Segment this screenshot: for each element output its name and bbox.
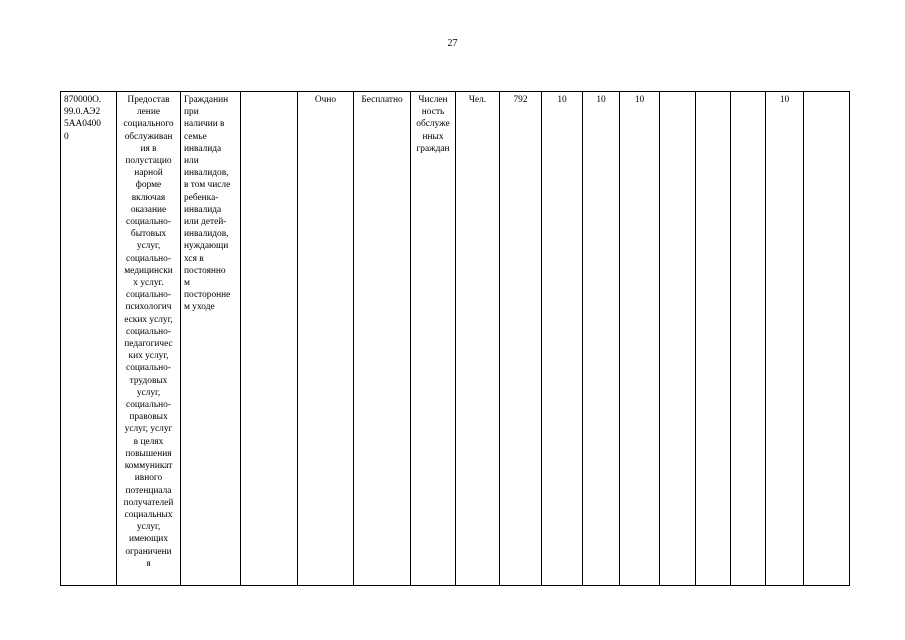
cell-value-1 (542, 92, 583, 586)
indicator-value: 792 (513, 95, 528, 105)
indicator-value: 10 (634, 95, 645, 105)
payment-type: Бесплатно (361, 95, 403, 105)
indicator-value: 10 (557, 95, 567, 105)
unit-of-measure: Чел. (468, 95, 487, 105)
cell-value-792 (500, 92, 542, 586)
recipient-category: Гражданин при наличии в семье инвалида или инвалидов, в том числе ребенка- инвалида или детей- инвалидов, нуждающи хся в постоянно м постороннe м уходе (184, 95, 231, 313)
cell-service-form (298, 92, 354, 586)
registry-code: 870000О. 99.0.АЭ2 5АА0400 0 (64, 95, 102, 142)
cell-registry-code (61, 92, 117, 586)
cell-value-4 (766, 92, 804, 586)
cell-empty-5 (804, 92, 850, 586)
cell-indicator-name (411, 92, 456, 586)
cell-empty-4 (731, 92, 766, 586)
cell-service-name (117, 92, 181, 586)
indicator-value: 10 (596, 95, 606, 105)
indicator-value: 10 (779, 95, 790, 105)
cell-empty-1 (241, 92, 298, 586)
cell-empty-2 (660, 92, 696, 586)
service-name: Предостав ление социального обслуживан ия в полустацио нарной форме включая оказание социально- бытовых услуг, социально- медицински х услуг. социально- психологич еских услуг, социально- педагогичес ких услуг, социально- трудовых услуг, социально- правовых услуг, услуг в целях повышения коммуникат ивного потенциала получателей социальных услуг, имеющих ограничени я (123, 95, 174, 569)
service-form: Очно (314, 95, 337, 105)
cell-value-2 (583, 92, 620, 586)
page-number: 27 (447, 38, 458, 49)
indicator-name: Числен ность обслуже нных граждан (416, 95, 450, 154)
cell-payment-type (354, 92, 411, 586)
cell-value-3 (620, 92, 660, 586)
cell-unit (456, 92, 500, 586)
cell-empty-3 (696, 92, 731, 586)
table-row (61, 92, 850, 586)
service-register-table (60, 91, 850, 586)
cell-recipient-category (181, 92, 241, 586)
